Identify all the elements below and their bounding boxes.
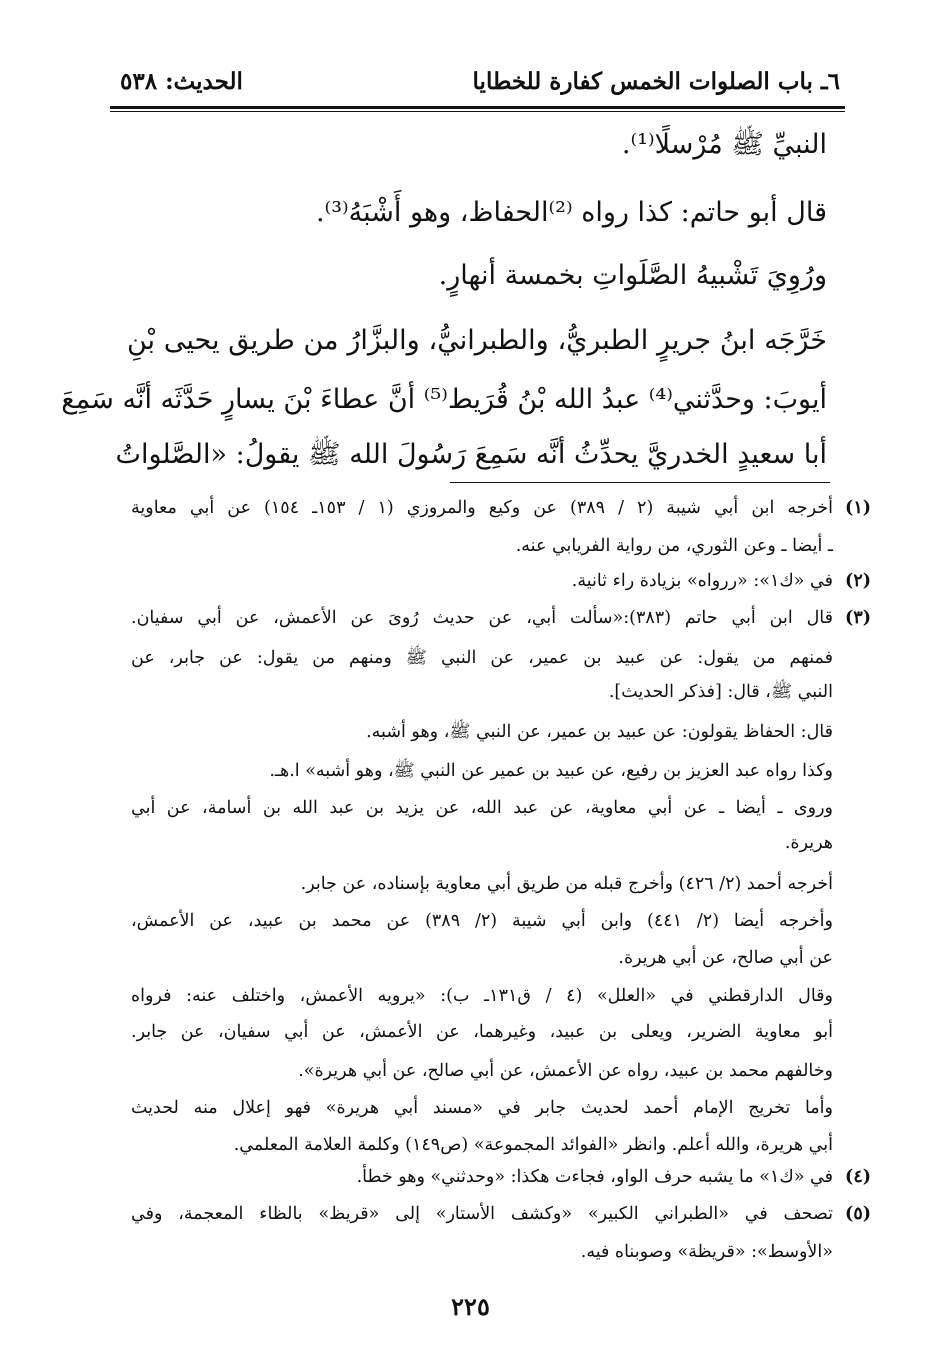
main-line: قال أبو حاتم: كذا رواه ⁽²⁾الحفاظ، وهو أَشْبَهُ⁽³⁾. <box>315 197 827 228</box>
footnote-line: فمنهم من يقول: عن عبيد بن عمير، عن النبي ﷺ ومنهم من يقول: عن جابر، عن <box>131 648 833 668</box>
footnote-line: وأخرجه أيضا (٢/ ٤٤١) وابن أبي شيبة (٢/ ٣٨٩) عن محمد بن عبيد، عن الأعمش، <box>131 911 833 931</box>
running-header <box>120 68 840 102</box>
footnote-line: في «ك١»: «ررواه» بزيادة راء ثانية. <box>571 571 833 591</box>
header-rule-thin <box>110 111 845 112</box>
footnote-line: وأما تخريج الإمام أحمد لحديث جابر في «مسند أبي هريرة» فهو إعلال منه لحديث <box>131 1098 833 1118</box>
footnote-line: هريرة. <box>784 833 833 853</box>
main-line: النبيِّ ﷺ مُرْسلًا⁽¹⁾. <box>621 129 827 160</box>
footnote-line: قال ابن أبي حاتم (٣٨٣):«سألت أبي، عن حديث رُوىَ عن الأعمش، عن أبي سفيان. <box>131 608 833 628</box>
footnote-line: وخالفهم محمد بن عبيد، رواه عن الأعمش، عن أبي صالح، عن أبي هريرة». <box>298 1061 833 1081</box>
footnote-line: ـ أيضا ـ وعن الثوري، من رواية الفريابي عنه. <box>515 536 833 556</box>
header-rule-thick <box>110 106 845 109</box>
footnote-line: أبو معاوية الضرير، ويعلى بن عبيد، وغيرهما، عن الأعمش، عن أبي سفيان، عن جابر. <box>131 1022 833 1042</box>
footnote-line: وروى ـ أيضا ـ عن أبي معاوية، عن عبد الله، عن يزيد بن عبد الله بن أسامة، عن أبي <box>131 798 833 818</box>
footnote-line: قال: الحفاظ يقولون: عن عبيد بن عمير، عن النبي ﷺ، وهو أشبه. <box>366 722 833 742</box>
footnote-line: وكذا رواه عبد العزيز بن رفيع، عن عبيد بن عمير عن النبي ﷺ، وهو أشبه» ا.هـ. <box>269 761 833 781</box>
main-line: خَرَّجَه ابنُ جريرٍ الطبريُّ، والطبرانيُّ، والبزَّارُ من طريق يحيى بْنِ <box>127 325 827 356</box>
footnote-line: وقال الدارقطني في «العلل» (٤ / ق١٣١ـ ب): «يرويه الأعمش، واختلف عنه: فرواه <box>131 986 833 1006</box>
hadith-number: الحديث: ٥٣٨ <box>120 68 243 95</box>
main-line: أيوبَ: وحدَّثني⁽⁴⁾ عبدُ الله بْنُ قُرَيط⁽⁵⁾ أنَّ عطاءَ بْنَ يسارٍ حَدَّثَه أنَّه سَمِعَ <box>61 384 827 415</box>
footnote-line: أبي هريرة، والله أعلم. وانظر «الفوائد المجموعة» (ص١٤٩) وكلمة العلامة المعلمي. <box>233 1135 833 1155</box>
footnote-number: (٣) <box>845 608 871 628</box>
footnote-line: في «ك١» ما يشبه حرف الواو، فجاءت هكذا: «وحدثني» وهو خطأ. <box>356 1167 833 1187</box>
footnote-line: «الأوسط»: «قريظة» وصوبناه فيه. <box>580 1242 833 1262</box>
footnote-number: (٢) <box>845 571 871 591</box>
footnote-separator <box>450 482 830 483</box>
footnote-number: (٥) <box>845 1204 871 1224</box>
footnote-line: أخرجه ابن أبي شيبة (٢ / ٣٨٩) عن وكيع والمروزي (١ / ١٥٣ـ ١٥٤) عن أبي معاوية <box>131 498 833 518</box>
footnote-line: تصحف في «الطبراني الكبير» «وكشف الأستار» إلى «قريظ» بالظاء المعجمة، وفي <box>131 1204 833 1224</box>
chapter-title: ٦ـ باب الصلوات الخمس كفارة للخطايا <box>472 68 840 95</box>
main-line: أبا سعيدٍ الخدريَّ يحدِّثُ أنَّه سَمِعَ رَسُولَ الله ﷺ يقولُ: «الصَّلواتُ <box>115 439 827 470</box>
main-line: ورُوِيَ تَشْبيهُ الصَّلَواتِ بخمسة أنهارٍ. <box>438 260 827 291</box>
footnote-number: (٤) <box>845 1167 871 1187</box>
footnote-line: أخرجه أحمد (٢/ ٤٢٦) وأخرج قبله من طريق أبي معاوية بإسناده، عن جابر. <box>300 874 833 894</box>
footnote-number: (١) <box>845 498 871 518</box>
page-number: ٢٢٥ <box>451 1292 490 1321</box>
footnote-line: عن أبي صالح، عن أبي هريرة. <box>618 948 833 968</box>
footnote-line: النبي ﷺ، قال: [فذكر الحديث]. <box>608 682 833 702</box>
